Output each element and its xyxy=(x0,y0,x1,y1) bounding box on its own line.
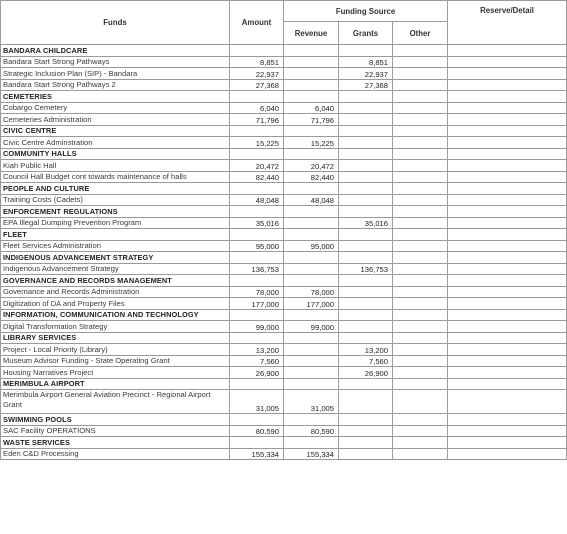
revenue-cell[interactable]: 82,440 xyxy=(284,171,339,183)
reserve-detail-cell[interactable] xyxy=(448,217,567,229)
grants-header: Grants xyxy=(339,22,393,45)
revenue-cell[interactable]: 78,000 xyxy=(284,286,339,298)
empty-cell[interactable] xyxy=(230,45,284,57)
empty-cell[interactable] xyxy=(448,275,567,287)
other-cell[interactable] xyxy=(393,217,448,229)
amount-cell[interactable]: 22,937 xyxy=(230,68,284,80)
empty-cell[interactable] xyxy=(393,275,448,287)
table-row xyxy=(1,68,567,80)
category-row xyxy=(1,378,567,390)
empty-cell[interactable] xyxy=(284,148,339,160)
other-cell[interactable] xyxy=(393,79,448,91)
fund-name-cell[interactable]: SAC Facility OPERATIONS xyxy=(1,425,230,437)
empty-cell[interactable] xyxy=(339,183,393,195)
empty-cell[interactable] xyxy=(339,148,393,160)
empty-cell[interactable] xyxy=(393,229,448,241)
empty-cell[interactable] xyxy=(339,91,393,103)
category-row xyxy=(1,183,567,195)
reserve-detail-cell[interactable] xyxy=(448,390,567,414)
empty-cell[interactable] xyxy=(393,437,448,449)
reserve-detail-cell[interactable] xyxy=(448,263,567,275)
reserve-detail-cell[interactable] xyxy=(448,286,567,298)
category-row xyxy=(1,252,567,264)
table-row xyxy=(1,194,567,206)
amount-cell[interactable]: 48,048 xyxy=(230,194,284,206)
revenue-cell[interactable]: 80,590 xyxy=(284,425,339,437)
empty-cell[interactable] xyxy=(393,206,448,218)
empty-cell[interactable] xyxy=(284,229,339,241)
empty-cell[interactable] xyxy=(339,309,393,321)
fund-name-cell[interactable]: EPA Illegal Dumping Prevention Program xyxy=(1,217,230,229)
revenue-cell[interactable]: 20,472 xyxy=(284,160,339,172)
other-cell[interactable] xyxy=(393,298,448,310)
fund-name-cell[interactable]: Strategic Inclusion Plan (SIP) - Bandara xyxy=(1,68,230,80)
amount-header: Amount xyxy=(230,1,284,45)
fund-name-cell[interactable]: Housing Narratives Project xyxy=(1,367,230,379)
other-cell[interactable] xyxy=(393,171,448,183)
category-row xyxy=(1,148,567,160)
empty-cell[interactable] xyxy=(284,414,339,426)
category-label[interactable]: ENFORCEMENT REGULATIONS xyxy=(1,206,230,218)
empty-cell[interactable] xyxy=(284,378,339,390)
category-label[interactable]: CEMETERIES xyxy=(1,91,230,103)
reserve-detail-cell[interactable] xyxy=(448,448,567,460)
reserve-detail-cell[interactable] xyxy=(448,137,567,149)
grants-cell[interactable]: 35,016 xyxy=(339,217,393,229)
empty-cell[interactable] xyxy=(393,183,448,195)
other-cell[interactable] xyxy=(393,367,448,379)
empty-cell[interactable] xyxy=(393,252,448,264)
amount-cell[interactable]: 13,200 xyxy=(230,344,284,356)
category-row xyxy=(1,91,567,103)
fund-name-cell[interactable]: Kiah Public Hall xyxy=(1,160,230,172)
grants-cell[interactable] xyxy=(339,286,393,298)
category-label[interactable]: COMMUNITY HALLS xyxy=(1,148,230,160)
category-row xyxy=(1,206,567,218)
table-body xyxy=(1,45,567,460)
empty-cell[interactable] xyxy=(393,414,448,426)
empty-cell[interactable] xyxy=(393,332,448,344)
category-row xyxy=(1,437,567,449)
amount-cell[interactable]: 6,040 xyxy=(230,102,284,114)
empty-cell[interactable] xyxy=(448,414,567,426)
reserve-detail-cell[interactable] xyxy=(448,102,567,114)
amount-cell[interactable]: 35,016 xyxy=(230,217,284,229)
empty-cell[interactable] xyxy=(284,91,339,103)
table-row xyxy=(1,344,567,356)
table-row xyxy=(1,114,567,126)
empty-cell[interactable] xyxy=(393,125,448,137)
fund-name-cell[interactable]: Eden C&D Processing xyxy=(1,448,230,460)
fund-name-cell[interactable]: Cemeteries Administration xyxy=(1,114,230,126)
empty-cell[interactable] xyxy=(448,148,567,160)
revenue-cell[interactable] xyxy=(284,263,339,275)
category-label[interactable]: PEOPLE AND CULTURE xyxy=(1,183,230,195)
grants-cell[interactable] xyxy=(339,194,393,206)
reserve-detail-cell[interactable] xyxy=(448,298,567,310)
other-cell[interactable] xyxy=(393,114,448,126)
revenue-cell[interactable]: 15,225 xyxy=(284,137,339,149)
table-row xyxy=(1,79,567,91)
amount-cell[interactable]: 31,005 xyxy=(230,390,284,414)
grants-cell[interactable] xyxy=(339,298,393,310)
fund-name-cell[interactable]: Council Hall Budget cont towards maintenance of halls xyxy=(1,171,230,183)
other-cell[interactable] xyxy=(393,68,448,80)
table-row xyxy=(1,56,567,68)
funding-source-header: Funding Source xyxy=(284,1,448,22)
amount-cell[interactable]: 8,851 xyxy=(230,56,284,68)
table-row xyxy=(1,102,567,114)
revenue-header: Revenue xyxy=(284,22,339,45)
reserve-detail-cell[interactable] xyxy=(448,367,567,379)
amount-cell[interactable]: 95,000 xyxy=(230,240,284,252)
reserve-detail-cell[interactable] xyxy=(448,79,567,91)
revenue-cell[interactable]: 48,048 xyxy=(284,194,339,206)
grants-cell[interactable] xyxy=(339,171,393,183)
fund-name-cell[interactable]: Digitization of DA and Property Files xyxy=(1,298,230,310)
grants-cell[interactable]: 27,368 xyxy=(339,79,393,91)
amount-cell[interactable]: 82,440 xyxy=(230,171,284,183)
reserve-detail-cell[interactable] xyxy=(448,355,567,367)
empty-cell[interactable] xyxy=(448,125,567,137)
empty-cell[interactable] xyxy=(448,91,567,103)
grants-cell[interactable] xyxy=(339,160,393,172)
fund-name-cell[interactable]: Training Costs (Cadets) xyxy=(1,194,230,206)
funds-header: Funds xyxy=(1,1,230,45)
table-row xyxy=(1,298,567,310)
amount-cell[interactable]: 27,368 xyxy=(230,79,284,91)
reserve-detail-cell[interactable] xyxy=(448,171,567,183)
empty-cell[interactable] xyxy=(339,125,393,137)
empty-cell[interactable] xyxy=(284,275,339,287)
empty-cell[interactable] xyxy=(230,378,284,390)
empty-cell[interactable] xyxy=(230,206,284,218)
other-cell[interactable] xyxy=(393,390,448,414)
empty-cell[interactable] xyxy=(230,229,284,241)
empty-cell[interactable] xyxy=(393,309,448,321)
other-cell[interactable] xyxy=(393,137,448,149)
category-row xyxy=(1,229,567,241)
revenue-cell[interactable] xyxy=(284,79,339,91)
category-label[interactable]: BANDARA CHILDCARE xyxy=(1,45,230,57)
fund-name-cell[interactable]: Indigenous Advancement Strategy xyxy=(1,263,230,275)
category-label[interactable]: CIVIC CENTRE xyxy=(1,125,230,137)
fund-name-cell[interactable]: Merimbula Airport General Aviation Precinct - Regional Airport Grant xyxy=(1,390,230,414)
empty-cell[interactable] xyxy=(393,45,448,57)
grants-cell[interactable] xyxy=(339,240,393,252)
empty-cell[interactable] xyxy=(230,332,284,344)
empty-cell[interactable] xyxy=(284,45,339,57)
empty-cell[interactable] xyxy=(284,309,339,321)
revenue-cell[interactable] xyxy=(284,355,339,367)
other-cell[interactable] xyxy=(393,425,448,437)
fund-name-cell[interactable]: Fleet Services Administration xyxy=(1,240,230,252)
empty-cell[interactable] xyxy=(448,437,567,449)
reserve-detail-cell[interactable] xyxy=(448,321,567,333)
table-row xyxy=(1,171,567,183)
amount-cell[interactable]: 78,000 xyxy=(230,286,284,298)
fund-name-cell[interactable]: Museum Advisor Funding - State Operating Grant xyxy=(1,355,230,367)
other-cell[interactable] xyxy=(393,240,448,252)
empty-cell[interactable] xyxy=(448,206,567,218)
empty-cell[interactable] xyxy=(448,309,567,321)
amount-cell[interactable]: 80,590 xyxy=(230,425,284,437)
empty-cell[interactable] xyxy=(230,275,284,287)
grants-cell[interactable]: 22,937 xyxy=(339,68,393,80)
amount-cell[interactable]: 155,334 xyxy=(230,448,284,460)
grants-cell[interactable]: 13,200 xyxy=(339,344,393,356)
reserve-detail-cell[interactable] xyxy=(448,344,567,356)
empty-cell[interactable] xyxy=(284,125,339,137)
amount-cell[interactable]: 71,796 xyxy=(230,114,284,126)
empty-cell[interactable] xyxy=(284,332,339,344)
amount-cell[interactable]: 26,900 xyxy=(230,367,284,379)
category-row xyxy=(1,45,567,57)
table-row xyxy=(1,286,567,298)
empty-cell[interactable] xyxy=(393,378,448,390)
other-cell[interactable] xyxy=(393,56,448,68)
grants-cell[interactable]: 8,851 xyxy=(339,56,393,68)
table-row xyxy=(1,448,567,460)
empty-cell[interactable] xyxy=(448,229,567,241)
category-row xyxy=(1,309,567,321)
category-label[interactable]: FLEET xyxy=(1,229,230,241)
category-label[interactable]: LIBRARY SERVICES xyxy=(1,332,230,344)
empty-cell[interactable] xyxy=(339,229,393,241)
amount-cell[interactable]: 177,000 xyxy=(230,298,284,310)
table-row xyxy=(1,217,567,229)
empty-cell[interactable] xyxy=(393,148,448,160)
revenue-cell[interactable]: 31,005 xyxy=(284,390,339,414)
fund-name-cell[interactable]: Digital Transformation Strategy xyxy=(1,321,230,333)
category-label[interactable]: SWIMMING POOLS xyxy=(1,414,230,426)
empty-cell[interactable] xyxy=(230,252,284,264)
reserve-detail-cell[interactable] xyxy=(448,114,567,126)
category-row xyxy=(1,125,567,137)
revenue-cell[interactable]: 155,334 xyxy=(284,448,339,460)
reserve-detail-cell[interactable] xyxy=(448,160,567,172)
grants-cell[interactable] xyxy=(339,114,393,126)
other-cell[interactable] xyxy=(393,194,448,206)
grants-cell[interactable] xyxy=(339,137,393,149)
empty-cell[interactable] xyxy=(448,252,567,264)
fund-name-cell[interactable]: Bandara Start Strong Pathways 2 xyxy=(1,79,230,91)
other-cell[interactable] xyxy=(393,448,448,460)
empty-cell[interactable] xyxy=(339,45,393,57)
empty-cell[interactable] xyxy=(339,437,393,449)
grants-cell[interactable] xyxy=(339,425,393,437)
table-row xyxy=(1,390,567,414)
empty-cell[interactable] xyxy=(230,91,284,103)
empty-cell[interactable] xyxy=(230,148,284,160)
fund-name-cell[interactable]: Civic Centre Adminstration xyxy=(1,137,230,149)
empty-cell[interactable] xyxy=(284,437,339,449)
revenue-cell[interactable] xyxy=(284,344,339,356)
revenue-cell[interactable] xyxy=(284,217,339,229)
category-label[interactable]: INFORMATION, COMMUNICATION AND TECHNOLOGY xyxy=(1,309,230,321)
reserve-detail-header: Reserve/Detail xyxy=(448,1,567,45)
category-row xyxy=(1,332,567,344)
table-row xyxy=(1,240,567,252)
table-row xyxy=(1,321,567,333)
grants-cell[interactable] xyxy=(339,321,393,333)
grants-cell[interactable] xyxy=(339,390,393,414)
empty-cell[interactable] xyxy=(339,252,393,264)
empty-cell[interactable] xyxy=(448,45,567,57)
other-cell[interactable] xyxy=(393,102,448,114)
other-cell[interactable] xyxy=(393,263,448,275)
fund-name-cell[interactable]: Cobargo Cemetery xyxy=(1,102,230,114)
category-row xyxy=(1,414,567,426)
empty-cell[interactable] xyxy=(339,275,393,287)
other-cell[interactable] xyxy=(393,321,448,333)
empty-cell[interactable] xyxy=(284,183,339,195)
empty-cell[interactable] xyxy=(339,378,393,390)
revenue-cell[interactable] xyxy=(284,68,339,80)
amount-cell[interactable]: 7,560 xyxy=(230,355,284,367)
empty-cell[interactable] xyxy=(230,414,284,426)
amount-cell[interactable]: 136,753 xyxy=(230,263,284,275)
grants-cell[interactable] xyxy=(339,448,393,460)
grants-cell[interactable]: 136,753 xyxy=(339,263,393,275)
table-row xyxy=(1,263,567,275)
amount-cell[interactable]: 15,225 xyxy=(230,137,284,149)
other-cell[interactable] xyxy=(393,355,448,367)
reserve-detail-cell[interactable] xyxy=(448,194,567,206)
grants-cell[interactable]: 26,900 xyxy=(339,367,393,379)
reserve-detail-cell[interactable] xyxy=(448,56,567,68)
category-label[interactable]: INDIGENOUS ADVANCEMENT STRATEGY xyxy=(1,252,230,264)
reserve-detail-cell[interactable] xyxy=(448,68,567,80)
fund-name-cell[interactable]: Bandara Start Strong Pathways xyxy=(1,56,230,68)
category-label[interactable]: WASTE SERVICES xyxy=(1,437,230,449)
empty-cell[interactable] xyxy=(284,252,339,264)
other-cell[interactable] xyxy=(393,344,448,356)
revenue-cell[interactable] xyxy=(284,56,339,68)
category-label[interactable]: GOVERNANCE AND RECORDS MANAGEMENT xyxy=(1,275,230,287)
category-label[interactable]: MERIMBULA AIRPORT xyxy=(1,378,230,390)
fund-name-cell[interactable]: Project - Local Priority (Library) xyxy=(1,344,230,356)
empty-cell[interactable] xyxy=(448,378,567,390)
grants-cell[interactable]: 7,560 xyxy=(339,355,393,367)
revenue-cell[interactable] xyxy=(284,367,339,379)
empty-cell[interactable] xyxy=(230,309,284,321)
empty-cell[interactable] xyxy=(230,183,284,195)
amount-cell[interactable]: 20,472 xyxy=(230,160,284,172)
empty-cell[interactable] xyxy=(230,125,284,137)
empty-cell[interactable] xyxy=(448,332,567,344)
grants-cell[interactable] xyxy=(339,102,393,114)
revenue-cell[interactable]: 6,040 xyxy=(284,102,339,114)
reserve-detail-cell[interactable] xyxy=(448,240,567,252)
table-row xyxy=(1,425,567,437)
other-header: Other xyxy=(393,22,448,45)
empty-cell[interactable] xyxy=(448,183,567,195)
table-row xyxy=(1,137,567,149)
category-row xyxy=(1,275,567,287)
revenue-cell[interactable]: 99,000 xyxy=(284,321,339,333)
other-cell[interactable] xyxy=(393,160,448,172)
fund-name-cell[interactable]: Governance and Records Administration xyxy=(1,286,230,298)
empty-cell[interactable] xyxy=(339,414,393,426)
other-cell[interactable] xyxy=(393,286,448,298)
empty-cell[interactable] xyxy=(339,206,393,218)
empty-cell[interactable] xyxy=(339,332,393,344)
table-row xyxy=(1,355,567,367)
reserve-detail-cell[interactable] xyxy=(448,425,567,437)
table-row xyxy=(1,367,567,379)
empty-cell[interactable] xyxy=(230,437,284,449)
revenue-cell[interactable]: 71,796 xyxy=(284,114,339,126)
amount-cell[interactable]: 99,000 xyxy=(230,321,284,333)
revenue-cell[interactable]: 177,000 xyxy=(284,298,339,310)
revenue-cell[interactable]: 95,000 xyxy=(284,240,339,252)
table-row xyxy=(1,160,567,172)
empty-cell[interactable] xyxy=(284,206,339,218)
empty-cell[interactable] xyxy=(393,91,448,103)
